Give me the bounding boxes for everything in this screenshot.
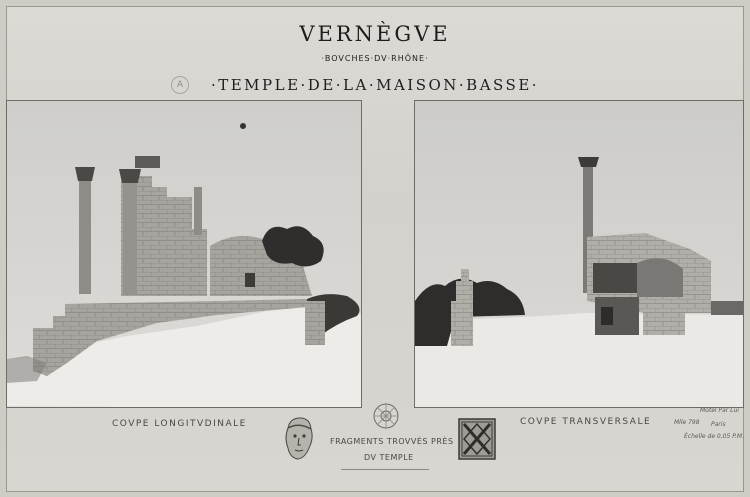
- column-stub: [194, 187, 202, 235]
- low-wall: [711, 301, 744, 315]
- column-left-capital: [75, 167, 95, 181]
- longitudinal-section-panel: [6, 100, 362, 408]
- wall-cornice: [135, 156, 160, 168]
- mosaic-tile-fragment: [458, 418, 496, 460]
- place-title: VERNÈGVE: [299, 22, 451, 46]
- column-capital: [578, 157, 599, 167]
- column-mid-capital: [119, 169, 141, 183]
- transversal-caption: COVPE TRANSVERSALE: [520, 417, 652, 427]
- rosette-fragment: [372, 402, 400, 430]
- handwritten-note-4: Échelle de 0,05 P.M.: [684, 433, 744, 440]
- longitudinal-section-illustration: [7, 101, 362, 408]
- temple-title: ·TEMPLE·DE·LA·MAISON·BASSE·: [210, 76, 540, 94]
- block-remnant: [305, 301, 325, 345]
- handwritten-note-3: Paris: [711, 421, 726, 428]
- fragments-caption-line2: DV TEMPLE: [364, 453, 414, 462]
- transversal-section-illustration: [415, 101, 744, 408]
- longitudinal-caption: COVPE LONGITVDINALE: [112, 419, 247, 429]
- transversal-section-panel: [414, 100, 744, 408]
- fragments-caption-line1: FRAGMENTS TROVVÉS PRÈS: [330, 437, 454, 446]
- department-subtitle: ·BOVCHES·DV·RHÔNE·: [321, 54, 429, 63]
- handwritten-note-1: Motel Par Lui: [700, 407, 739, 414]
- vault-masonry: [643, 297, 685, 335]
- vault-arch: [637, 258, 683, 297]
- handwritten-note-2: Mlle 798: [674, 419, 700, 426]
- vault-shadow: [593, 263, 637, 293]
- column-mid: [123, 183, 137, 295]
- ink-spot: [240, 123, 246, 129]
- sculpted-head-fragment: [282, 416, 316, 462]
- arch-opening: [245, 273, 255, 287]
- doorway: [601, 307, 613, 325]
- sheet-mark: A: [171, 76, 189, 94]
- column-left: [79, 181, 91, 294]
- fragments-underline: [341, 469, 429, 470]
